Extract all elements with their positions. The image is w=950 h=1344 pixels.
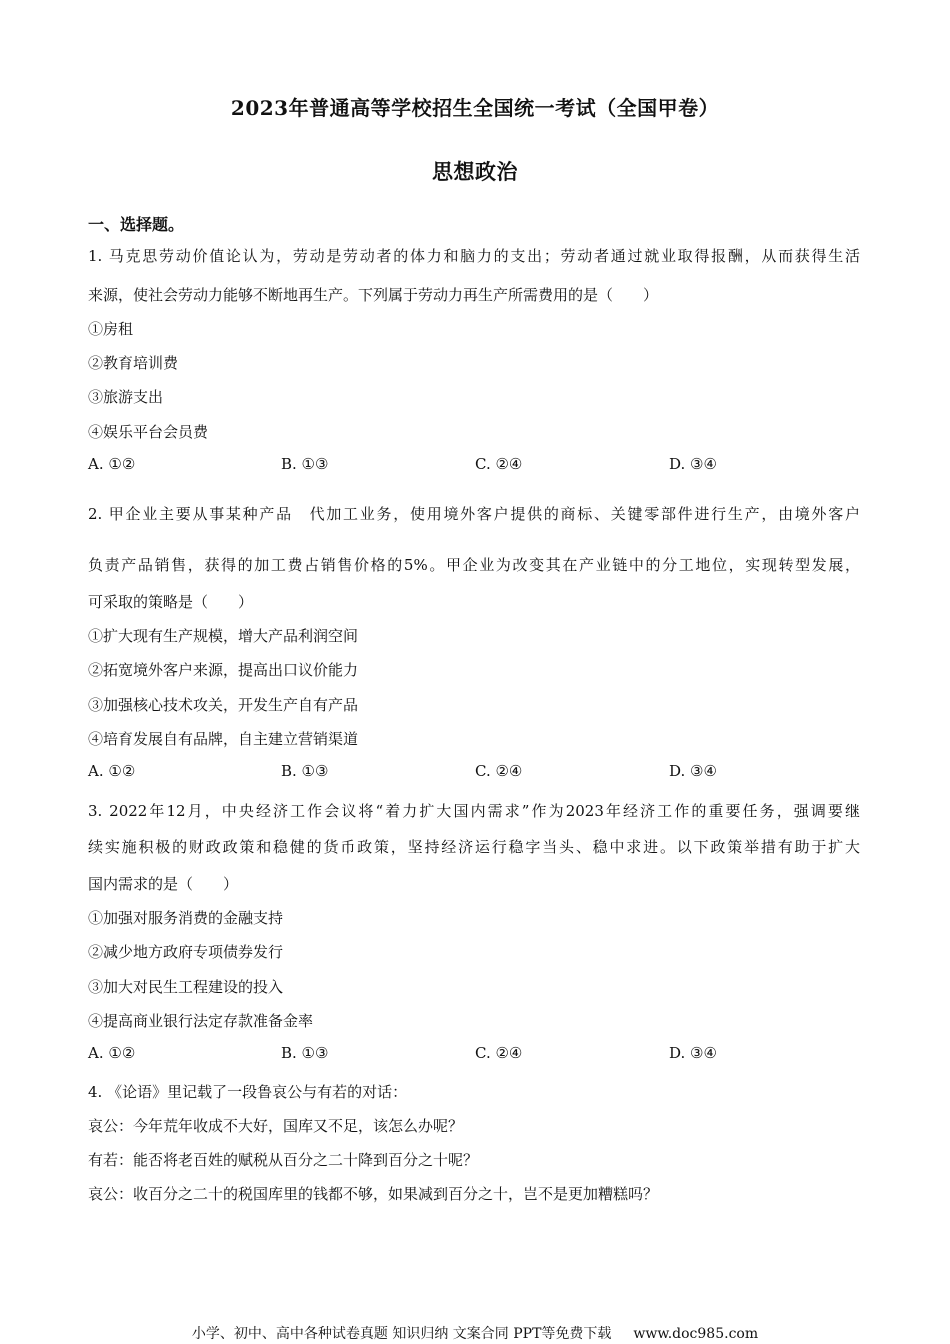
dialogue-line: 有若：能否将老百姓的赋税从百分之二十降到百分之十呢？	[88, 1151, 479, 1169]
question-text-line: 4. 《论语》里记载了一段鲁哀公与有若的对话：	[88, 1083, 408, 1101]
question-text-line: 续实施积极的财政政策和稳健的货币政策，坚持经济运行稳字当头、稳中求进。以下政策举措有助于扩大	[88, 838, 860, 856]
statement-item: ④娱乐平台会员费	[88, 423, 209, 441]
option-a[interactable]: A. ①②	[88, 455, 136, 473]
answer-options	[88, 762, 868, 782]
footer-text: 小学、初中、高中各种试卷真题 知识归纳 文案合同 PPT等免费下载	[191, 1326, 612, 1342]
question-text-line: 来源，使社会劳动力能够不断地再生产。下列属于劳动力再生产所需费用的是（ ）	[88, 286, 659, 304]
statement-item: ④提高商业银行法定存款准备金率	[88, 1012, 314, 1030]
question-text-line: 负责产品销售，获得的加工费占销售价格的5%。甲企业为改变其在产业链中的分工地位，实现转型发展，	[88, 556, 860, 574]
statement-item: ②教育培训费	[88, 354, 179, 372]
answer-options	[88, 455, 868, 475]
statement-item: ②拓宽境外客户来源，提高出口议价能力	[88, 661, 359, 679]
dialogue-line: 哀公：今年荒年收成不大好，国库又不足，该怎么办呢？	[88, 1117, 464, 1135]
page-footer	[0, 1323, 950, 1343]
question-text-line: 国内需求的是（ ）	[88, 875, 239, 893]
statement-item: ③加大对民生工程建设的投入	[88, 978, 284, 996]
statement-item: ①加强对服务消费的金融支持	[88, 909, 284, 927]
dialogue-line: 哀公：收百分之二十的税国库里的钱都不够，如果减到百分之十，岂不是更加糟糕吗？	[88, 1185, 659, 1203]
statement-item: ③旅游支出	[88, 388, 164, 406]
statement-item: ④培育发展自有品牌，自主建立营销渠道	[88, 730, 359, 748]
option-b[interactable]: B. ①③	[281, 1044, 329, 1062]
option-b[interactable]: B. ①③	[281, 762, 329, 780]
option-c[interactable]: C. ②④	[475, 455, 523, 473]
exam-title: 2023年普通高等学校招生全国统一考试（全国甲卷）	[230, 96, 720, 120]
statement-item: ②减少地方政府专项债券发行	[88, 943, 284, 961]
question-text-line: 3. 2022年12月，中央经济工作会议将“着力扩大国内需求”作为2023年经济工作的重要任务，强调要继	[88, 802, 860, 820]
statement-item: ③加强核心技术攻关，开发生产自有产品	[88, 696, 359, 714]
option-d[interactable]: D. ③④	[669, 762, 717, 780]
statement-item: ①房租	[88, 320, 134, 338]
option-a[interactable]: A. ①②	[88, 1044, 136, 1062]
option-c[interactable]: C. ②④	[475, 1044, 523, 1062]
answer-options	[88, 1044, 868, 1064]
section-heading: 一、选择题。	[88, 215, 185, 234]
option-c[interactable]: C. ②④	[475, 762, 523, 780]
option-b[interactable]: B. ①③	[281, 455, 329, 473]
question-text-line: 2. 甲企业主要从事某种产品 代加工业务，使用境外客户提供的商标、关键零部件进行生产，由境外客户	[88, 505, 860, 523]
footer-url-link[interactable]: www.doc985.com	[633, 1326, 759, 1342]
statement-item: ①扩大现有生产规模，增大产品利润空间	[88, 627, 359, 645]
question-text-line: 可采取的策略是（ ）	[88, 593, 254, 611]
option-a[interactable]: A. ①②	[88, 762, 136, 780]
subject-title: 思想政治	[432, 159, 518, 184]
option-d[interactable]: D. ③④	[669, 455, 717, 473]
question-text-line: 1. 马克思劳动价值论认为，劳动是劳动者的体力和脑力的支出；劳动者通过就业取得报酬，从而获得生活	[88, 247, 860, 265]
option-d[interactable]: D. ③④	[669, 1044, 717, 1062]
